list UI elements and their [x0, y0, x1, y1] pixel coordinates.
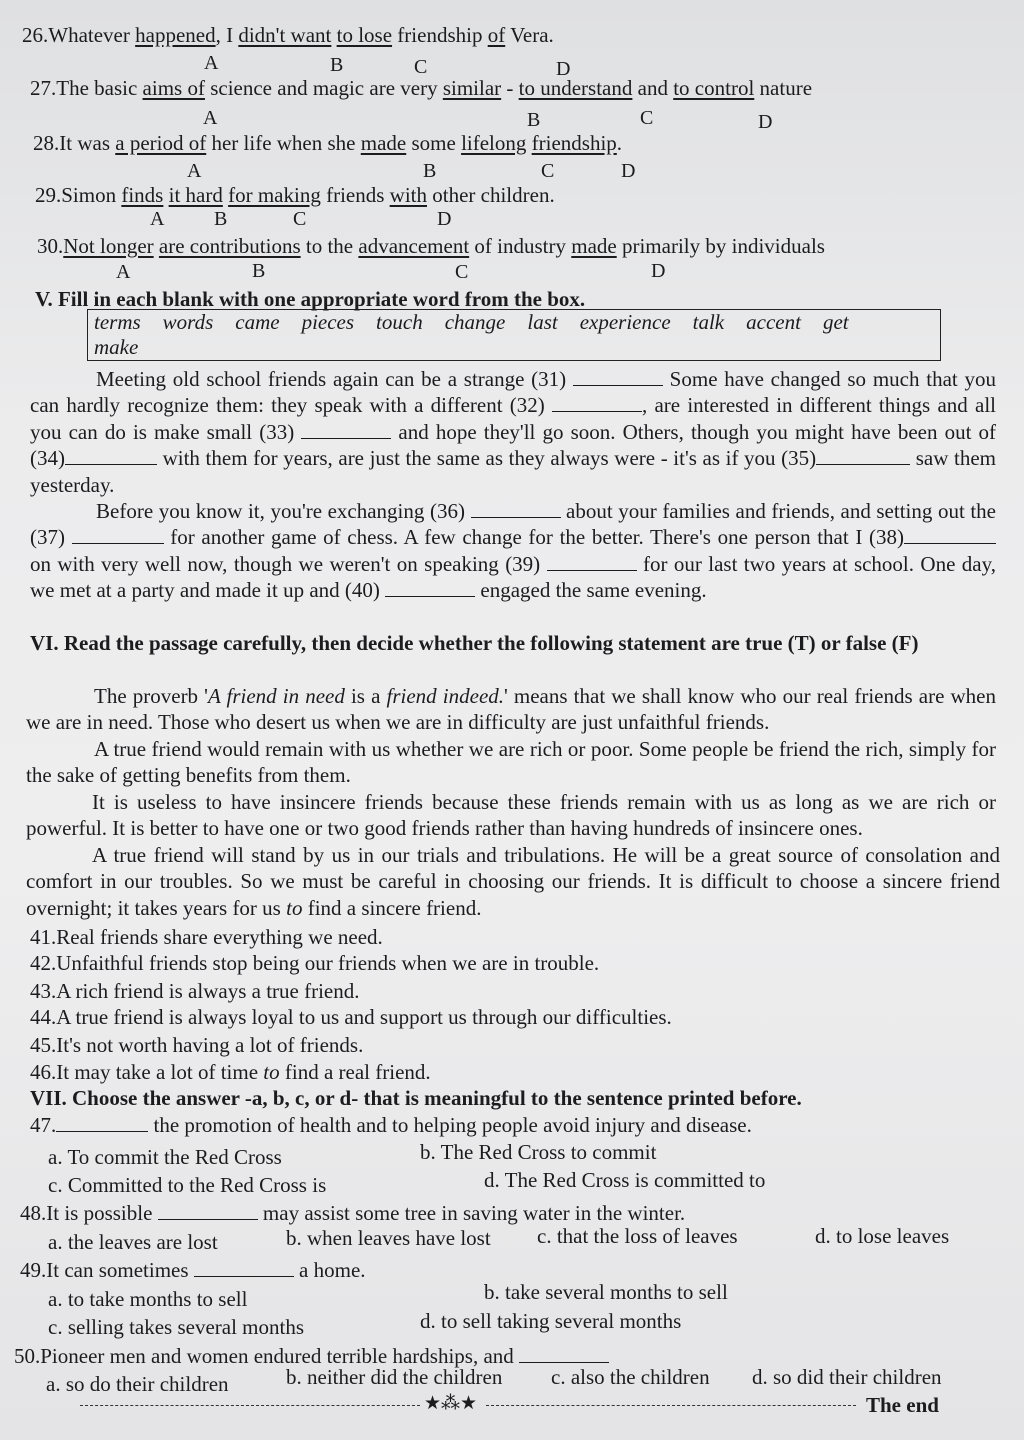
question-47: 47. the promotion of health and to helping people avoid injury and disease.	[30, 1113, 752, 1137]
option-50d[interactable]: d. so did their children	[752, 1365, 942, 1389]
the-end-label: The end	[866, 1393, 939, 1417]
blank-35[interactable]	[816, 446, 910, 465]
label-b: B	[252, 260, 266, 282]
passage-6-paragraph-4: A true friend will stand by us in our trials and tribulations. He will be a great source of consolation and comfort in our troubles. So we must be careful in choosing our friends. It is difficult to choose a sincere friend overnight; it takes years for us to find a sincere friend.	[26, 843, 1000, 920]
label-d: D	[758, 111, 773, 133]
statement-42: 42.Unfaithful friends stop being our friends when we are in trouble.	[30, 951, 600, 975]
option-47c[interactable]: c. Committed to the Red Cross is	[48, 1173, 327, 1197]
statement-41: 41.Real friends share everything we need.	[30, 925, 383, 949]
label-d: D	[556, 58, 571, 80]
option-50a[interactable]: a. so do their children	[46, 1372, 229, 1396]
box-word: words	[162, 310, 214, 334]
question-27: 27.The basic aims of science and magic are very similar - to understand and to control nature	[30, 76, 813, 100]
blank-34[interactable]	[65, 446, 157, 465]
question-48: 48.It is possible may assist some tree in saving water in the winter.	[20, 1201, 686, 1225]
label-c: C	[293, 208, 307, 230]
box-word: pieces	[301, 310, 355, 334]
option-47b[interactable]: b. The Red Cross to commit	[420, 1140, 657, 1164]
box-word: accent	[746, 310, 801, 334]
statement-44: 44.A true friend is always loyal to us and support us through our difficulties.	[30, 1005, 672, 1029]
footer-dashed-rule-right	[486, 1405, 856, 1406]
section-6-title: VI. Read the passage carefully, then decide whether the following statement are true (T) or false (F)	[30, 631, 919, 655]
footer-stars: ★⁂★	[424, 1393, 478, 1414]
blank-33[interactable]	[301, 420, 391, 439]
word-box	[87, 309, 941, 361]
blank-50[interactable]	[519, 1344, 609, 1363]
box-word: get	[822, 310, 849, 334]
label-a: A	[204, 52, 219, 74]
passage-5-paragraph-2: Before you know it, you're exchanging (36) about your families and friends, and setting out the (37) for another game of chess. A few change for the better. There's one person that I (38) on with very well now, though we weren't on speaking (39) for our last two years at school. One day, we met at a party and made it up and (40) engaged the same evening.	[30, 499, 997, 603]
box-word: terms	[94, 310, 141, 334]
option-50b[interactable]: b. neither did the children	[286, 1365, 503, 1389]
statement-43: 43.A rich friend is always a true friend.	[30, 979, 360, 1003]
label-c: C	[414, 56, 428, 78]
question-30: 30.Not longer are contributions to the advancement of industry made primarily by individuals	[37, 234, 825, 258]
label-b: B	[214, 208, 228, 230]
option-47a[interactable]: a. To commit the Red Cross	[48, 1145, 282, 1169]
option-48c[interactable]: c. that the loss of leaves	[537, 1224, 738, 1248]
label-c: C	[455, 261, 469, 283]
statement-46: 46.It may take a lot of time to find a real friend.	[30, 1060, 431, 1084]
option-49b[interactable]: b. take several months to sell	[484, 1280, 728, 1304]
option-48d[interactable]: d. to lose leaves	[815, 1224, 950, 1248]
blank-39[interactable]	[547, 552, 637, 571]
footer-dashed-rule-left	[80, 1405, 420, 1406]
blank-47[interactable]	[56, 1113, 148, 1132]
label-a: A	[150, 208, 165, 230]
question-29: 29.Simon finds it hard for making friends with other children.	[35, 183, 555, 207]
question-26: 26.Whatever happened, I didn't want to lose friendship of Vera.	[22, 23, 554, 47]
label-d: D	[651, 260, 666, 282]
passage-5-paragraph-1: Meeting old school friends again can be a strange (31) Some have changed so much that you can hardly recognize them: they speak with a different (32) , are interested in different things and all you can do is make small (33) and hope they'll go soon. Others, though you might have been out of (34) with them for years, are just the same as they always were - it's as if you (35) saw them yesterday.	[30, 367, 997, 497]
box-word: came	[235, 310, 280, 334]
blank-32[interactable]	[552, 393, 642, 412]
blank-31[interactable]	[573, 367, 663, 386]
box-word: last	[527, 310, 558, 334]
option-48b[interactable]: b. when leaves have lost	[286, 1226, 491, 1250]
label-b: B	[527, 109, 541, 131]
blank-40[interactable]	[385, 578, 475, 597]
label-d: D	[437, 208, 452, 230]
option-49a[interactable]: a. to take months to sell	[48, 1287, 248, 1311]
option-47d[interactable]: d. The Red Cross is committed to	[484, 1168, 766, 1192]
question-49: 49.It can sometimes a home.	[20, 1258, 366, 1282]
option-48a[interactable]: a. the leaves are lost	[48, 1230, 218, 1254]
box-word: touch	[376, 310, 423, 334]
box-word: make	[94, 335, 139, 359]
label-b: B	[330, 54, 344, 76]
section-5-title: V. Fill in each blank with one appropriate word from the box.	[35, 287, 586, 311]
blank-49[interactable]	[194, 1258, 294, 1277]
option-49d[interactable]: d. to sell taking several months	[420, 1309, 682, 1333]
option-49c[interactable]: c. selling takes several months	[48, 1315, 305, 1339]
label-a: A	[116, 261, 131, 283]
passage-6-paragraph-1: The proverb 'A friend in need is a friend indeed.' means that we shall know who our real friends are when we are in need. Those who desert us when we are in difficulty are just unfaithful friends.	[26, 684, 996, 735]
blank-48[interactable]	[158, 1201, 258, 1220]
passage-6-paragraph-3: It is useless to have insincere friends because these friends remain with us as long as we are rich or powerful. It is better to have one or two good friends rather than having hundreds of insincere ones.	[26, 790, 996, 841]
option-50c[interactable]: c. also the children	[551, 1365, 710, 1389]
question-28: 28.It was a period of her life when she made some lifelong friendship.	[33, 131, 623, 155]
box-word: talk	[692, 310, 725, 334]
question-50: 50.Pioneer men and women endured terrible hardships, and	[14, 1343, 609, 1369]
label-a: A	[203, 107, 218, 129]
blank-37[interactable]	[72, 525, 164, 544]
box-word: change	[444, 310, 506, 334]
label-a: A	[187, 160, 202, 182]
label-c: C	[640, 107, 654, 129]
statement-45: 45.It's not worth having a lot of friends.	[30, 1033, 364, 1057]
blank-38[interactable]	[904, 525, 996, 544]
section-7-title: VII. Choose the answer -a, b, c, or d- that is meaningful to the sentence printed before.	[30, 1086, 802, 1110]
passage-6-paragraph-2: A true friend would remain with us whether we are rich or poor. Some people be friend the rich, simply for the sake of getting benefits from them.	[26, 737, 996, 788]
label-d: D	[621, 160, 636, 182]
label-b: B	[423, 160, 437, 182]
box-word: experience	[579, 310, 671, 334]
label-c: C	[541, 160, 555, 182]
blank-36[interactable]	[471, 499, 561, 518]
